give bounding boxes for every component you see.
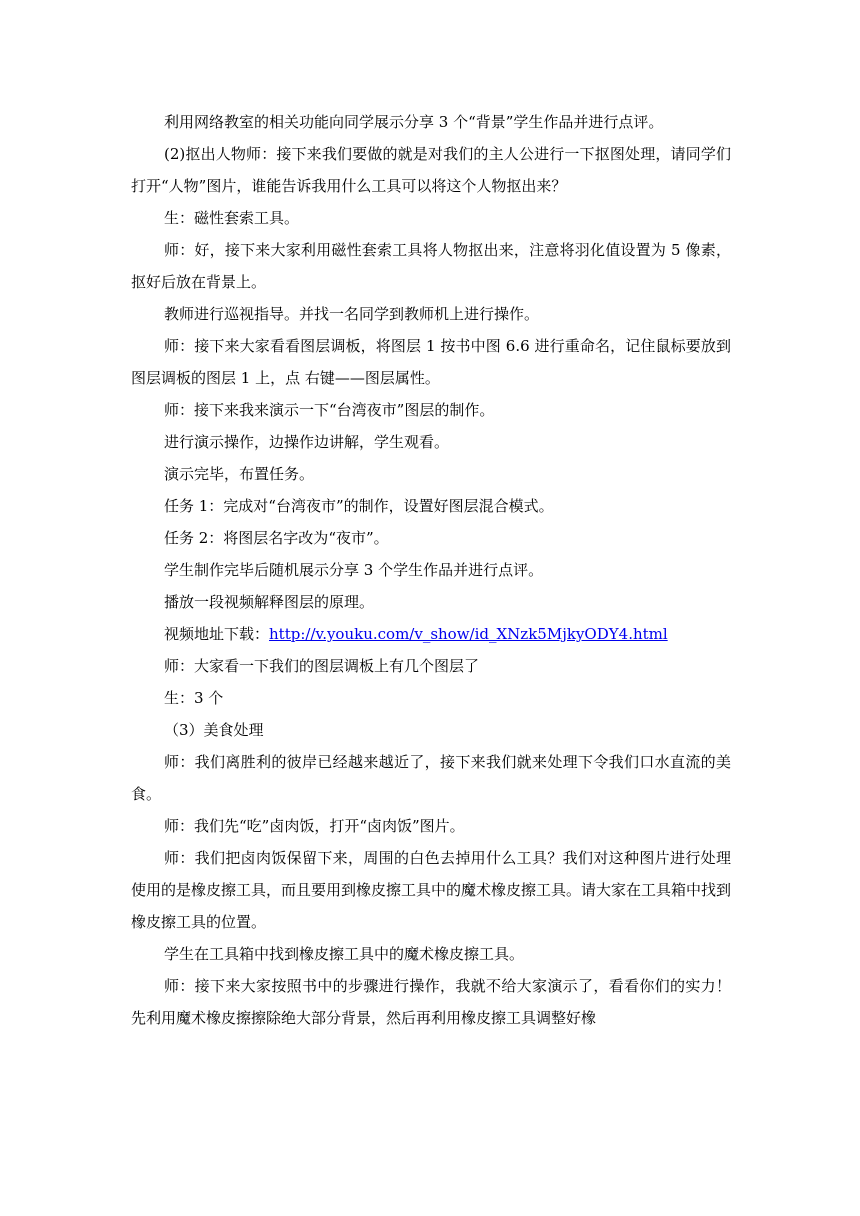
video-link[interactable]: http://v.youku.com/v_show/id_XNzk5MjkyODY4.html [269,625,668,643]
paragraph: 师：接下来大家看看图层调板，将图层 1 按书中图 6.6 进行重命名，记住鼠标要放到图层调板的图层 1 上，点 右键——图层属性。 [131,337,731,387]
paragraph: 利用网络教室的相关功能向同学展示分享 3 个“背景”学生作品并进行点评。 [164,113,664,131]
paragraph: 师：我们离胜利的彼岸已经越来越近了，接下来我们就来处理下令我们口水直流的美食。 [131,753,731,803]
paragraph: 师：好，接下来大家利用磁性套索工具将人物抠出来，注意将羽化值设置为 5 像素，抠好后放在背景上。 [131,241,731,291]
paragraph: 播放一段视频解释图层的原理。 [164,593,375,611]
document-body [131,106,731,1034]
paragraph: 进行演示操作，边操作边讲解，学生观看。 [164,433,450,451]
video-link-paragraph [131,618,731,650]
paragraph: 学生制作完毕后随机展示分享 3 个学生作品并进行点评。 [164,561,544,579]
paragraph: 任务 2：将图层名字改为“夜市”。 [164,529,389,547]
paragraph: 教师进行巡视指导。并找一名同学到教师机上进行操作。 [164,305,540,323]
paragraph: 师：接下来大家按照书中的步骤进行操作，我就不给大家演示了，看看你们的实力！先利用魔术橡皮擦擦除绝大部分背景，然后再利用橡皮擦工具调整好橡 [131,977,731,1027]
paragraph: 师：我们把卤肉饭保留下来，周围的白色去掉用什么工具？我们对这种图片进行处理使用的是橡皮擦工具，而且要用到橡皮擦工具中的魔术橡皮擦工具。请大家在工具箱中找到橡皮擦工具的位置。 [131,849,732,931]
paragraph: 师：我们先“吃”卤肉饭，打开“卤肉饭”图片。 [164,817,465,835]
paragraph: 生：3 个 [164,689,224,707]
paragraph: 师：大家看一下我们的图层调板上有几个图层了 [164,657,480,675]
paragraph: 演示完毕，布置任务。 [164,465,315,483]
paragraph: (2)抠出人物师：接下来我们要做的就是对我们的主人公进行一下抠图处理，请同学们打开“人物”图片，谁能告诉我用什么工具可以将这个人物抠出来？ [131,145,731,195]
section-heading: （3）美食处理 [164,721,264,739]
paragraph: 师：接下来我来演示一下“台湾夜市”图层的制作。 [164,401,495,419]
paragraph: 任务 1：完成对“台湾夜市”的制作，设置好图层混合模式。 [164,497,554,515]
paragraph: 学生在工具箱中找到橡皮擦工具中的魔术橡皮擦工具。 [164,945,525,963]
paragraph: 生：磁性套索工具。 [164,209,300,227]
video-link-prefix: 视频地址下载： [164,625,270,643]
